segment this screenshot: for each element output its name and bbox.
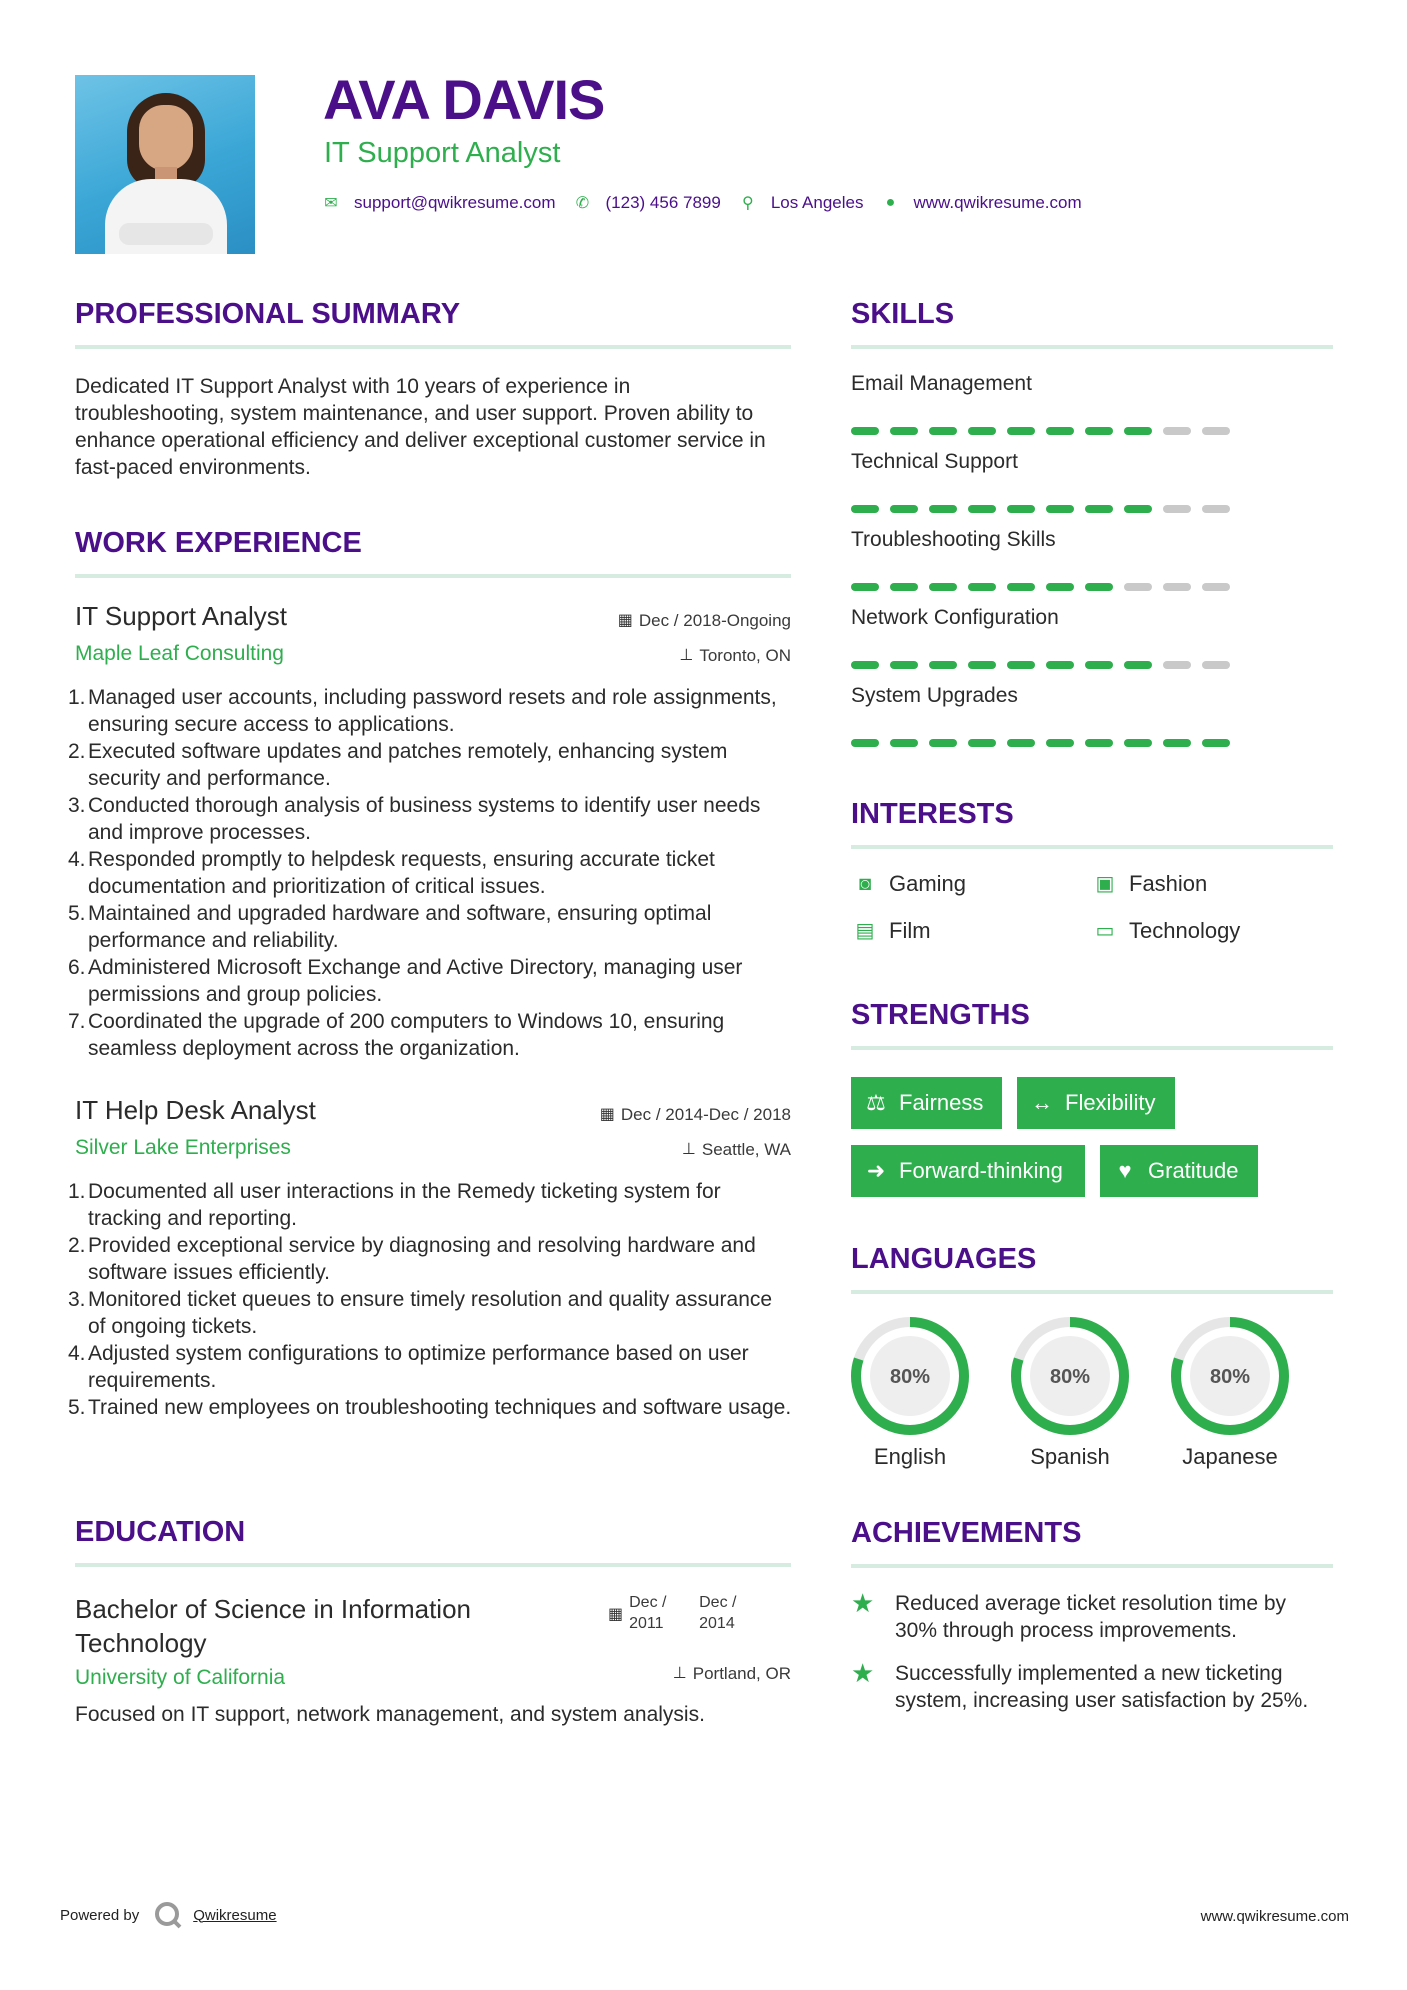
strength-tag: ➜ Forward-thinking [851,1145,1085,1197]
pushpin-icon: ⊥ [679,646,694,664]
job-location [682,1141,791,1158]
skill-item [851,685,1331,747]
education-heading: EDUCATION [75,1516,246,1548]
skill-level-dash [851,427,879,435]
skill-level-bar [851,427,1331,435]
skill-level-dash [1046,583,1074,591]
achievements-divider [851,1564,1333,1568]
skill-level-dash [1124,583,1152,591]
website-link[interactable]: www.qwikresume.com [913,193,1082,212]
education-location [673,1665,791,1682]
language-item [1168,1314,1292,1468]
school-name: University of California [75,1666,286,1689]
skill-level-dash [1007,661,1035,669]
skill-level-dash [1046,427,1074,435]
qwikresume-logo-icon [153,1900,183,1930]
language-percent-label: 80% [1209,1366,1251,1388]
skill-level-dash [1007,739,1035,747]
interests-divider [851,845,1333,849]
language-item [1008,1314,1132,1468]
list-item: 2. Executed software updates and patches remotely, enhancing system security and performance. [68,740,728,790]
skill-level-dash [1124,505,1152,513]
skill-level-dash [1046,739,1074,747]
skill-level-bar [851,583,1331,591]
skill-level-dash [929,583,957,591]
pushpin-icon: ⊥ [681,1140,696,1158]
skill-name: Email Management [851,372,1032,395]
skill-level-dash [890,739,918,747]
language-name: Spanish [1030,1444,1110,1469]
language-name: English [873,1444,947,1469]
list-item: 4. Adjusted system configurations to optimize performance based on user requirements. [68,1342,749,1392]
skill-name: Technical Support [851,450,1018,473]
skill-level-dash [1046,661,1074,669]
job-dates-text: Dec / 2014-Dec / 2018 [620,1105,791,1124]
interest-item: ◙ Gaming [851,873,966,895]
arrows-horizontal-icon: ↔ [1031,1090,1053,1115]
contact-bar [322,193,1100,213]
skill-level-dash [851,739,879,747]
envelope-icon: ✉ [324,195,338,212]
skill-level-dash [890,505,918,513]
list-item: 3. Conducted thorough analysis of business systems to identify user needs and improve processes. [68,794,761,844]
education-location-text: Portland, OR [692,1664,791,1683]
interest-item: ▣ Fashion [1091,873,1207,895]
languages-heading: LANGUAGES [851,1243,1037,1275]
education-dates [608,1592,769,1634]
skill-level-dash [1202,739,1230,747]
languages-divider [851,1290,1333,1294]
strength-tag: ↔ Flexibility [1017,1077,1175,1129]
skill-level-dash [1163,739,1191,747]
strength-tag: ♥ Gratitude [1100,1145,1258,1197]
education-divider [75,1563,791,1567]
brand-link[interactable]: Qwikresume [193,1906,277,1924]
language-percent-label: 80% [1049,1366,1091,1388]
skill-level-dash [851,505,879,513]
skill-level-dash [1202,427,1230,435]
job-company: Silver Lake Enterprises [75,1136,291,1159]
summary-heading: PROFESSIONAL SUMMARY [75,298,461,330]
list-item: 1. Documented all user interactions in the Remedy ticketing system for tracking and reporting. [68,1180,721,1230]
language-ring [1168,1314,1292,1438]
trophy-star-icon: ★ [851,1588,875,1618]
powered-by-text: Powered by [60,1906,140,1924]
interests-heading: INTERESTS [851,798,1014,830]
candidate-role: IT Support Analyst [324,137,561,169]
skill-name: System Upgrades [851,684,1018,707]
education-start-date: Dec / 2011 [629,1594,667,1632]
skill-level-dash [968,427,996,435]
job-dates [618,612,791,629]
calendar-icon: ▦ [599,1105,615,1123]
skill-level-dash [929,505,957,513]
skill-name: Network Configuration [851,606,1059,629]
interest-item: ▤ Film [851,920,931,942]
list-item: 1. Managed user accounts, including password resets and role assignments, ensuring secure access to applications. [68,686,777,736]
skill-level-dash [890,427,918,435]
skill-name: Troubleshooting Skills [851,528,1056,551]
list-item: 5. Maintained and upgraded hardware and software, ensuring optimal performance and reliability. [68,902,712,952]
phone-text: (123) 456 7899 [605,193,721,212]
email-link[interactable]: support@qwikresume.com [354,193,556,212]
skill-level-dash [1202,661,1230,669]
list-item: 5. Trained new employees on troubleshooting techniques and software usage. [68,1396,792,1419]
footer-powered-by [60,1900,277,1930]
list-item: 7. Coordinated the upgrade of 200 computers to Windows 10, ensuring seamless deployment across the organization. [68,1010,725,1060]
location-text: Los Angeles [770,193,864,212]
strengths-divider [851,1046,1333,1050]
skill-level-dash [1085,505,1113,513]
shopping-bag-icon: ▣ [1095,873,1115,895]
job-bullets [70,1178,795,1421]
skill-level-dash [1124,739,1152,747]
skill-level-dash [890,661,918,669]
skill-level-dash [1085,661,1113,669]
job-company: Maple Leaf Consulting [75,642,284,665]
footer-website[interactable]: www.qwikresume.com [1200,1908,1349,1925]
language-item [848,1314,972,1468]
skill-level-dash [929,427,957,435]
skill-level-dash [1007,583,1035,591]
skill-level-dash [1202,505,1230,513]
job-title: IT Support Analyst [75,601,287,631]
skills-divider [851,345,1333,349]
calendar-icon: ▦ [608,1606,624,1623]
skill-item [851,373,1331,435]
film-icon: ▤ [855,920,875,942]
job-dates-text: Dec / 2018-Ongoing [638,611,791,630]
list-item: 3. Monitored ticket queues to ensure timely resolution and quality assurance of ongoing tickets. [68,1288,773,1338]
summary-divider [75,345,791,349]
achievement-item: ★ Successfully implemented a new ticketing system, increasing user satisfaction by 25%. [851,1658,1309,1712]
balance-scale-icon: ⚖ [866,1090,886,1115]
education-description: Focused on IT support, network management, and system analysis. [75,1703,705,1726]
profile-photo [75,75,255,254]
job-dates [600,1106,791,1123]
achievements-heading: ACHIEVEMENTS [851,1517,1082,1549]
arrow-right-icon: ➜ [866,1158,886,1183]
summary-text: Dedicated IT Support Analyst with 10 years of experience in troubleshooting, system maintenance, and user support. Proven ability to enhance operational efficiency and deliver exceptional customer service in fast-paced environments. [75,375,766,479]
skill-level-dash [968,739,996,747]
skill-level-dash [1007,505,1035,513]
skill-level-bar [851,505,1331,513]
skill-level-dash [890,583,918,591]
skill-level-dash [1124,427,1152,435]
skill-level-dash [968,583,996,591]
degree-title: Bachelor of Science in Information Technology [75,1594,471,1658]
skill-level-dash [1085,739,1113,747]
language-ring [848,1314,972,1438]
job-title: IT Help Desk Analyst [75,1095,316,1125]
skill-level-bar [851,661,1331,669]
trophy-star-icon: ★ [851,1658,875,1688]
job-location-text: Toronto, ON [699,646,791,665]
skill-level-dash [851,661,879,669]
experience-divider [75,574,791,578]
interest-item: ▭ Technology [1091,920,1240,942]
list-item: 4. Responded promptly to helpdesk requests, ensuring accurate ticket documentation and prioritization of critical issues. [68,848,715,898]
skill-level-dash [929,661,957,669]
job-bullets [70,684,795,1062]
skill-level-dash [1163,427,1191,435]
pushpin-icon: ⊥ [672,1664,687,1682]
globe-icon: ● [885,194,896,211]
skill-item [851,451,1331,513]
skill-item [851,607,1331,669]
skill-level-dash [1124,661,1152,669]
skill-level-dash [1085,427,1113,435]
skill-level-dash [1046,505,1074,513]
skill-level-dash [1163,505,1191,513]
strengths-heading: STRENGTHS [851,999,1030,1031]
skill-level-dash [929,739,957,747]
gamepad-icon: ◙ [858,873,872,895]
language-percent-label: 80% [889,1366,931,1388]
candidate-name: AVA DAVIS [323,68,605,131]
job-location-text: Seattle, WA [701,1140,791,1159]
skill-level-dash [1007,427,1035,435]
skill-level-dash [1202,583,1230,591]
achievement-item: ★ Reduced average ticket resolution time by 30% through process improvements. [851,1588,1287,1642]
skill-level-bar [851,739,1331,747]
job-location [679,647,791,664]
heart-icon: ♥ [1118,1158,1132,1183]
strength-tag: ⚖ Fairness [851,1077,1002,1129]
skill-level-dash [968,505,996,513]
list-item: 6. Administered Microsoft Exchange and Active Directory, managing user permissions and group policies. [68,956,743,1006]
language-ring [1008,1314,1132,1438]
language-name: Japanese [1182,1444,1278,1469]
calendar-icon: ▦ [617,611,633,629]
phone-icon: ✆ [575,195,590,212]
skill-level-dash [968,661,996,669]
laptop-icon: ▭ [1095,920,1115,942]
experience-heading: WORK EXPERIENCE [75,527,362,559]
skill-level-dash [1085,583,1113,591]
list-item: 2. Provided exceptional service by diagnosing and resolving hardware and software issues efficiently. [68,1234,756,1284]
skill-level-dash [1163,661,1191,669]
skill-level-dash [851,583,879,591]
map-marker-icon: ⚲ [741,195,754,212]
skill-item [851,529,1331,591]
education-end-date: Dec / 2014 [699,1594,737,1632]
skills-heading: SKILLS [851,298,955,330]
skill-level-dash [1163,583,1191,591]
